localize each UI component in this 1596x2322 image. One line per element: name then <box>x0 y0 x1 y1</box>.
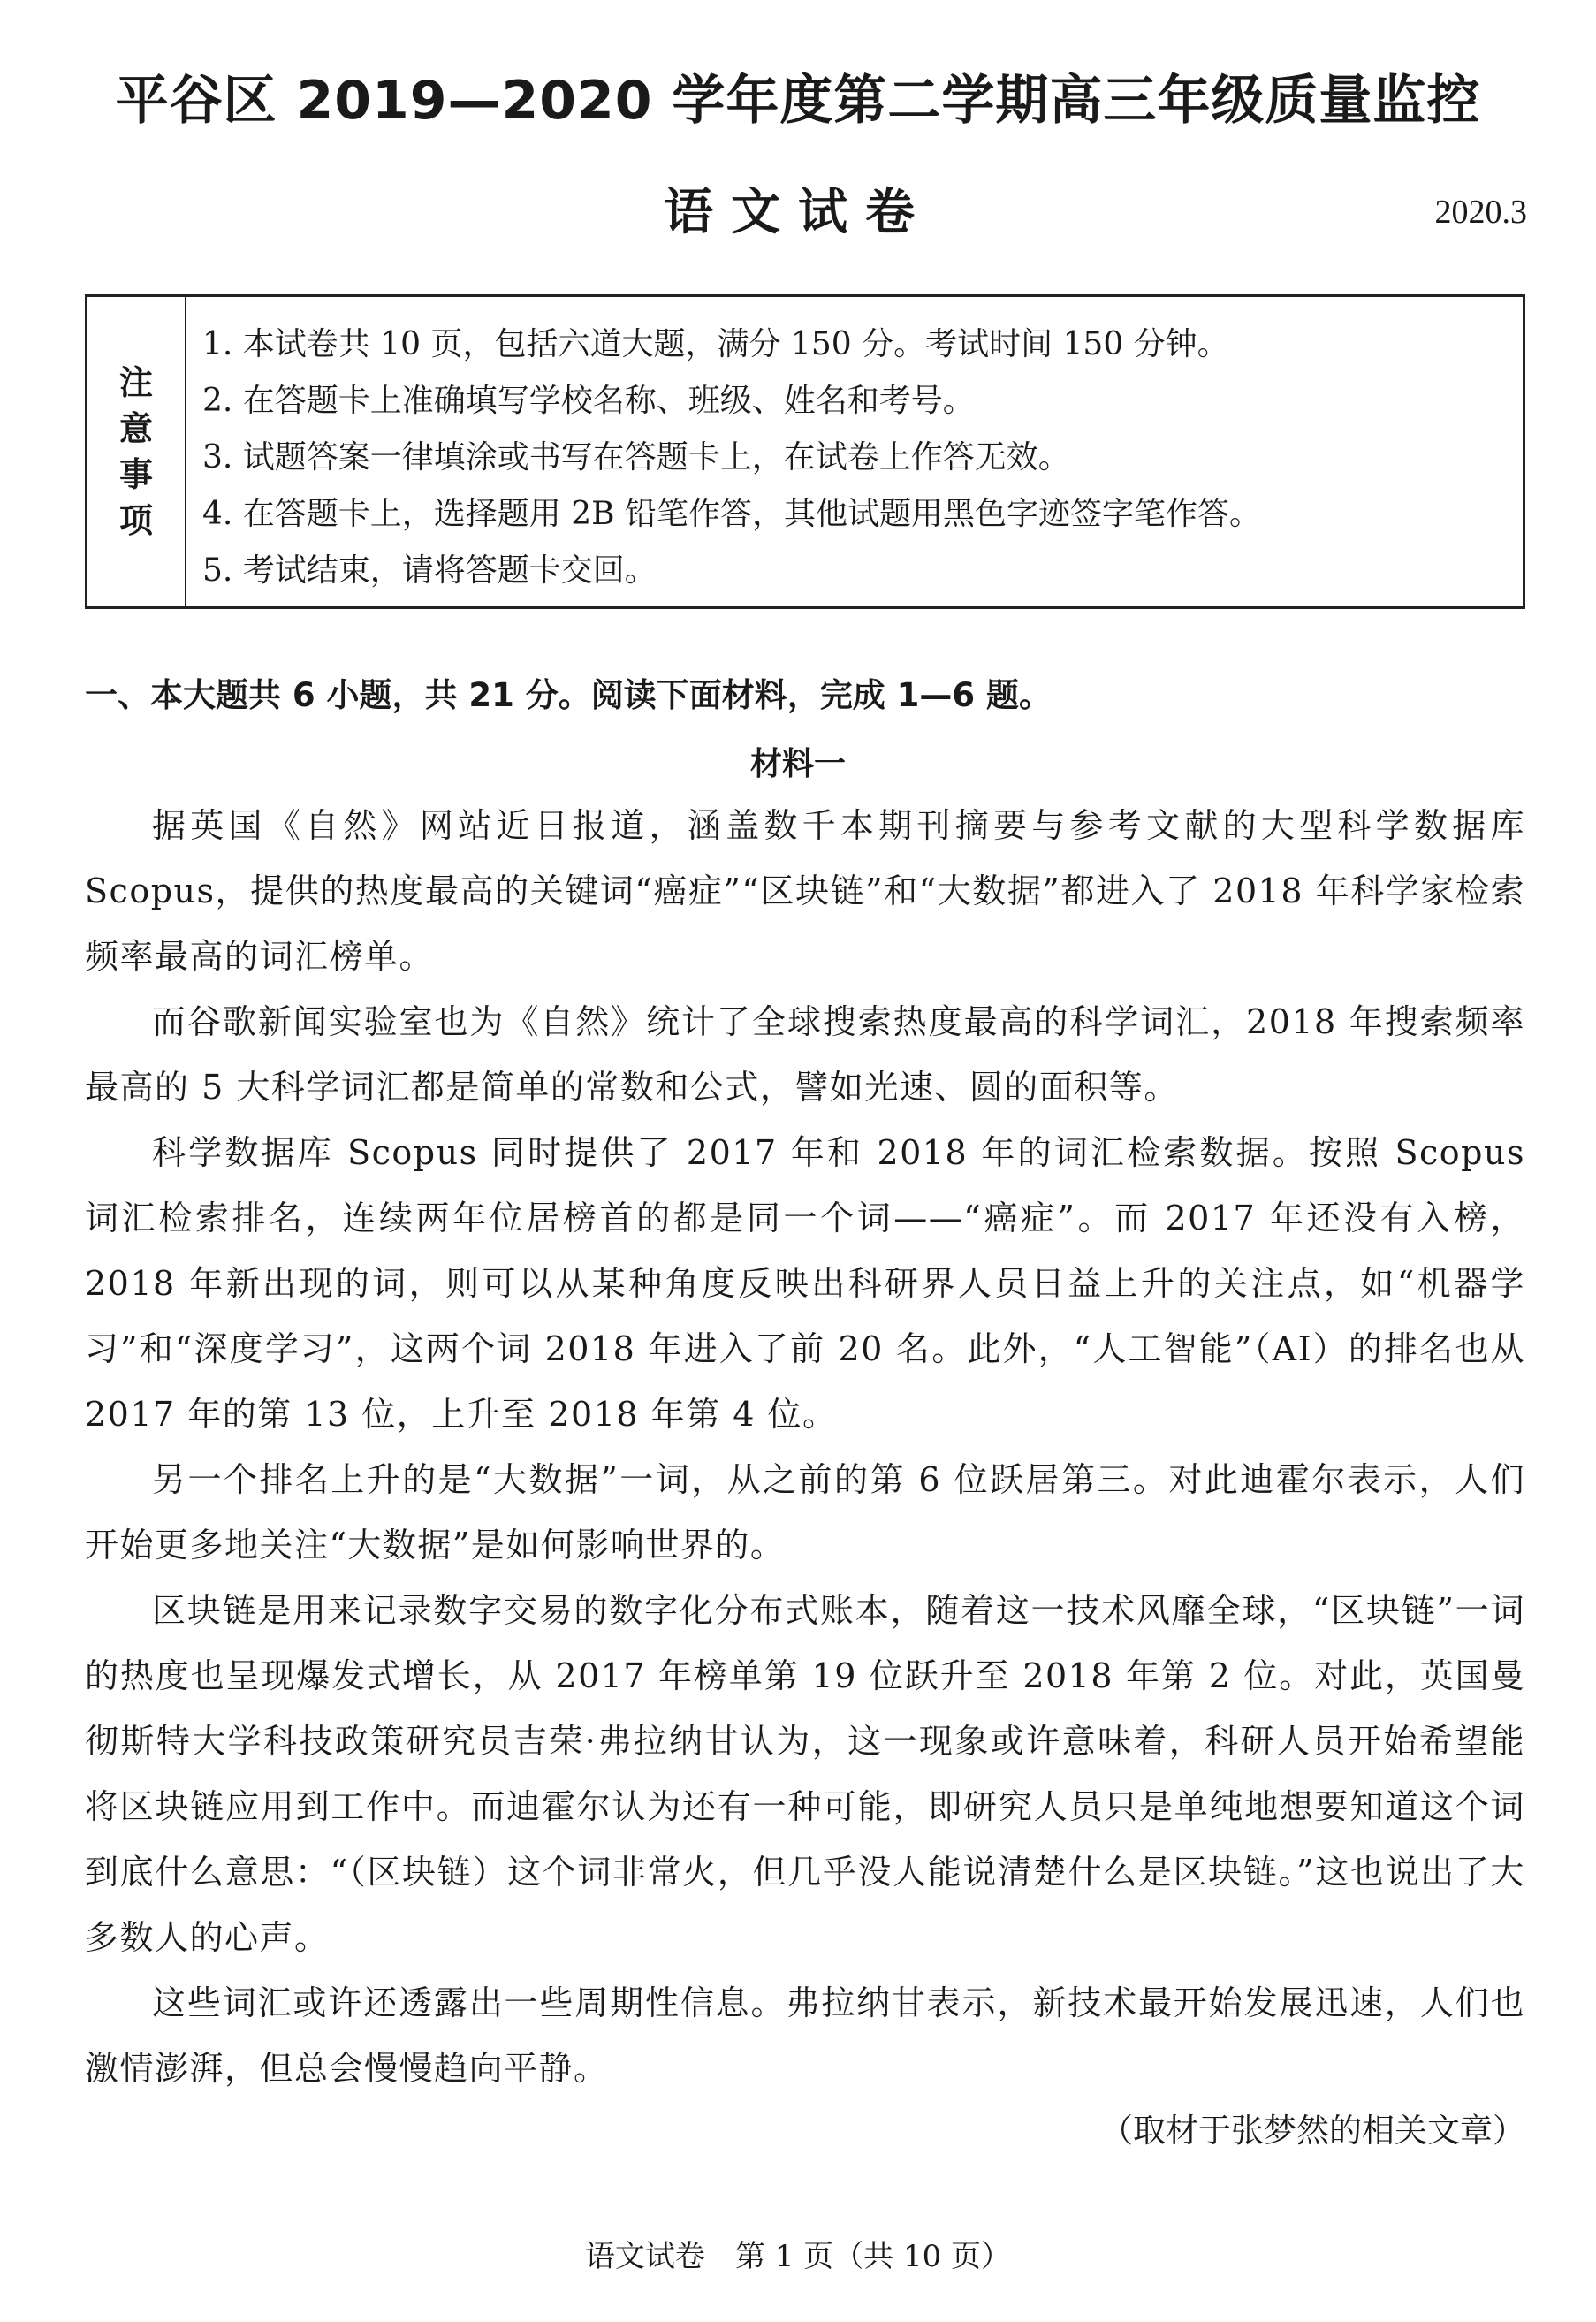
notice-label-char: 注 <box>118 363 153 402</box>
paragraph: 而谷歌新闻实验室也为《自然》统计了全球搜索热度最高的科学词汇，2018 年搜索频率最高的 5 大科学词汇都是简单的常数和公式，譬如光速、圆的面积等。 <box>85 1002 1525 1107</box>
paragraph: 另一个排名上升的是“大数据”一词，从之前的第 6 位跃居第三。对此迪霍尔表示，人们开始更多地关注“大数据”是如何影响世界的。 <box>85 1460 1525 1564</box>
material-title: 材料一 <box>749 746 846 782</box>
exam-title: 平谷区 2019—2020 学年度第二学期高三年级质量监控 <box>115 70 1481 132</box>
source-citation: （取材于张梦然的相关文章） <box>1100 2112 1525 2150</box>
notice-label <box>87 297 186 606</box>
notice-list <box>202 316 1514 599</box>
notice-item: 5. 考试结束，请将答题卡交回。 <box>202 552 657 589</box>
notice-label-char: 意 <box>118 409 153 448</box>
exam-date: 2020.3 <box>1434 194 1527 231</box>
paragraph: 据英国《自然》网站近日报道，涵盖数千本期刊摘要与参考文献的大型科学数据库 Scopus，提供的热度最高的关键词“癌症”“区块链”和“大数据”都进入了 2018 年科学家检索频率最高的词汇榜单。 <box>85 806 1525 976</box>
page-footer: 语文试卷 第 1 页（共 10 页） <box>584 2239 1012 2274</box>
notice-label-char: 项 <box>118 501 153 540</box>
notice-item: 1. 本试卷共 10 页，包括六道大题，满分 150 分。考试时间 150 分钟。 <box>202 326 1229 362</box>
notice-item: 4. 在答题卡上，选择题用 2B 铅笔作答，其他试题用黑色字迹签字笔作答。 <box>202 496 1262 532</box>
material-body <box>85 793 1525 2101</box>
exam-subtitle: 语文试卷 <box>664 184 932 241</box>
section-heading: 一、本大题共 6 小题，共 21 分。阅读下面材料，完成 1—6 题。 <box>85 676 1053 714</box>
notice-item: 2. 在答题卡上准确填写学校名称、班级、姓名和考号。 <box>202 383 975 419</box>
paragraph: 区块链是用来记录数字交易的数字化分布式账本，随着这一技术风靡全球，“区块链”一词的热度也呈现爆发式增长，从 2017 年榜单第 19 位跃升至 2018 年第 2 位。对此，英国曼彻斯特大学科技政策研究员吉荣·弗拉纳甘认为，这一现象或许意味着，科研人员开始希望能将区块链应用到工作中。而迪霍尔认为还有一种可能，即研究人员只是单纯地想要知道这个词到底什么意思：“（区块链）这个词非常火，但几乎没人能说清楚什么是区块链。”这也说出了大多数人的心声。 <box>85 1591 1525 1957</box>
notice-item: 3. 试题答案一律填涂或书写在答题卡上，在试卷上作答无效。 <box>202 439 1070 476</box>
paragraph: 科学数据库 Scopus 同时提供了 2017 年和 2018 年的词汇检索数据。按照 Scopus 词汇检索排名，连续两年位居榜首的都是同一个词——“癌症”。而 2017 年还没有入榜，2018 年新出现的词，则可以从某种角度反映出科研界人员日益上升的关注点，如“机器学习”和“深度学习”，这两个词 2018 年进入了前 20 名。此外，“人工智能”（AI）的排名也从 2017 年的第 13 位，上升至 2018 年第 4 位。 <box>85 1133 1525 1434</box>
notice-box <box>85 294 1525 609</box>
paragraph: 这些词汇或许还透露出一些周期性信息。弗拉纳甘表示，新技术最开始发展迅速，人们也激情澎湃，但总会慢慢趋向平静。 <box>85 1983 1525 2088</box>
notice-label-char: 事 <box>118 455 153 494</box>
